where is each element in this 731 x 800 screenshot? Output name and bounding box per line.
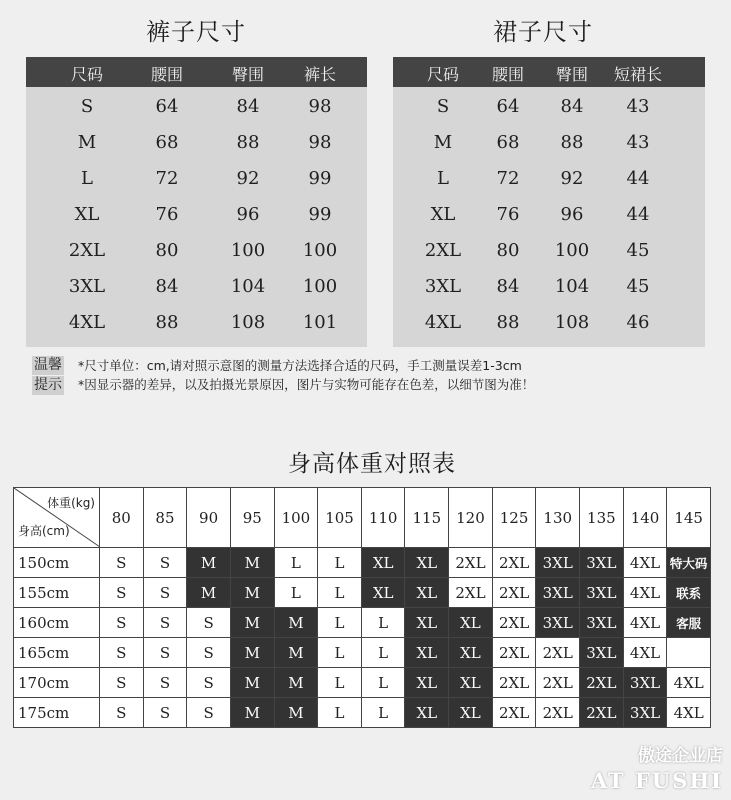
size-cell: 92 bbox=[560, 168, 584, 189]
weight-header-cell: 130 bbox=[536, 488, 580, 548]
height-label-cell: 165cm bbox=[14, 638, 100, 668]
header-cell: 尺码 bbox=[70, 65, 104, 84]
size-recommendation-cell: M bbox=[274, 638, 318, 668]
size-recommendation-cell: 2XL bbox=[536, 698, 580, 728]
header-cell: 裤长 bbox=[303, 65, 337, 84]
size-recommendation-cell: M bbox=[230, 698, 274, 728]
size-recommendation-cell: M bbox=[274, 608, 318, 638]
size-recommendation-cell: 2XL bbox=[492, 608, 536, 638]
size-cell: 99 bbox=[308, 168, 332, 189]
size-cell: 2XL bbox=[424, 240, 462, 261]
size-recommendation-cell: 2XL bbox=[492, 698, 536, 728]
weight-header-cell: 85 bbox=[143, 488, 187, 548]
size-recommendation-cell: 3XL bbox=[580, 638, 624, 668]
size-recommendation-cell: M bbox=[274, 668, 318, 698]
size-recommendation-cell: M bbox=[230, 638, 274, 668]
size-cell: 45 bbox=[626, 240, 650, 261]
size-cell: 104 bbox=[230, 276, 266, 297]
size-recommendation-cell: M bbox=[230, 578, 274, 608]
empty-cell bbox=[667, 638, 711, 668]
size-recommendation-cell: S bbox=[143, 638, 187, 668]
size-cell: 3XL bbox=[68, 276, 106, 297]
size-recommendation-cell: L bbox=[318, 608, 362, 638]
weight-header-cell: 110 bbox=[361, 488, 405, 548]
size-recommendation-cell: 4XL bbox=[623, 638, 667, 668]
height-row bbox=[14, 548, 711, 578]
weight-header-cell: 100 bbox=[274, 488, 318, 548]
tip-line-color: *因显示器的差异，以及拍摄光景原因，图片与实物可能存在色差，以细节图为准！ bbox=[78, 377, 535, 392]
corner-cell bbox=[14, 488, 100, 548]
size-recommendation-cell: S bbox=[143, 548, 187, 578]
size-recommendation-cell: L bbox=[318, 548, 362, 578]
weight-header-cell: 140 bbox=[623, 488, 667, 548]
header-cell: 尺码 bbox=[426, 65, 460, 84]
size-cell: M bbox=[77, 132, 97, 153]
size-recommendation-cell: 4XL bbox=[623, 578, 667, 608]
size-recommendation-cell: S bbox=[100, 638, 144, 668]
size-recommendation-cell: S bbox=[100, 608, 144, 638]
size-recommendation-cell: L bbox=[318, 698, 362, 728]
size-row bbox=[393, 162, 705, 198]
size-cell: M bbox=[433, 132, 453, 153]
size-row bbox=[26, 90, 367, 126]
pants-size-title: 裤子尺寸 bbox=[146, 18, 246, 46]
size-recommendation-cell: L bbox=[274, 578, 318, 608]
size-cell: 88 bbox=[560, 132, 584, 153]
size-recommendation-cell: M bbox=[274, 698, 318, 728]
size-cell: 98 bbox=[308, 96, 332, 117]
contact-service-note: 特大码 bbox=[667, 548, 711, 578]
weight-header-cell: 95 bbox=[230, 488, 274, 548]
size-recommendation-cell: 2XL bbox=[449, 548, 493, 578]
size-cell: 80 bbox=[496, 240, 520, 261]
size-recommendation-cell: S bbox=[187, 638, 231, 668]
tip-line-unit: *尺寸单位：cm,请对照示意图的测量方法选择合适的尺码，手工测量误差1-3cm bbox=[78, 358, 522, 373]
size-recommendation-cell: 3XL bbox=[623, 698, 667, 728]
size-recommendation-cell: XL bbox=[449, 698, 493, 728]
size-row bbox=[393, 90, 705, 126]
header-cell: 腰围 bbox=[491, 65, 525, 84]
size-cell: 101 bbox=[302, 312, 338, 333]
size-cell: 80 bbox=[155, 240, 179, 261]
size-cell: 104 bbox=[554, 276, 590, 297]
size-recommendation-cell: 2XL bbox=[449, 578, 493, 608]
size-cell: 96 bbox=[236, 204, 260, 225]
pants-size-table bbox=[26, 57, 367, 347]
size-recommendation-cell: S bbox=[100, 578, 144, 608]
size-row bbox=[393, 198, 705, 234]
size-cell: 100 bbox=[302, 240, 338, 261]
size-row bbox=[393, 306, 705, 342]
size-cell: 46 bbox=[626, 312, 650, 333]
size-cell: 4XL bbox=[68, 312, 106, 333]
height-label-cell: 155cm bbox=[14, 578, 100, 608]
size-cell: 96 bbox=[560, 204, 584, 225]
skirt-size-title: 裙子尺寸 bbox=[493, 18, 593, 46]
size-cell: L bbox=[81, 168, 93, 189]
weight-header-cell: 115 bbox=[405, 488, 449, 548]
size-recommendation-cell: S bbox=[143, 698, 187, 728]
size-cell: 43 bbox=[626, 96, 650, 117]
size-recommendation-cell: 4XL bbox=[667, 668, 711, 698]
size-cell: 64 bbox=[496, 96, 520, 117]
size-cell: 64 bbox=[155, 96, 179, 117]
size-recommendation-cell: XL bbox=[449, 668, 493, 698]
size-recommendation-cell: XL bbox=[405, 608, 449, 638]
weight-header-cell: 105 bbox=[318, 488, 362, 548]
height-weight-table bbox=[13, 487, 711, 728]
size-row bbox=[26, 162, 367, 198]
height-row bbox=[14, 638, 711, 668]
size-recommendation-cell: XL bbox=[449, 608, 493, 638]
skirt-table-header bbox=[393, 57, 705, 87]
size-recommendation-cell: S bbox=[100, 698, 144, 728]
size-cell: 84 bbox=[155, 276, 179, 297]
size-recommendation-cell: XL bbox=[361, 548, 405, 578]
size-cell: S bbox=[80, 96, 94, 117]
size-recommendation-cell: XL bbox=[405, 578, 449, 608]
size-row bbox=[393, 270, 705, 306]
size-recommendation-cell: 2XL bbox=[492, 668, 536, 698]
size-cell: 88 bbox=[496, 312, 520, 333]
size-recommendation-cell: S bbox=[187, 608, 231, 638]
size-cell: XL bbox=[74, 204, 100, 225]
size-cell: L bbox=[437, 168, 449, 189]
size-cell: 45 bbox=[626, 276, 650, 297]
weight-header-row bbox=[14, 488, 711, 548]
size-cell: 72 bbox=[155, 168, 179, 189]
size-cell: 2XL bbox=[68, 240, 106, 261]
size-recommendation-cell: 3XL bbox=[580, 578, 624, 608]
size-row bbox=[393, 234, 705, 270]
size-cell: 108 bbox=[554, 312, 590, 333]
size-cell: 72 bbox=[496, 168, 520, 189]
size-recommendation-cell: 3XL bbox=[536, 548, 580, 578]
tip-label-warm: 温馨 bbox=[34, 357, 62, 373]
size-recommendation-cell: L bbox=[318, 578, 362, 608]
size-recommendation-cell: M bbox=[187, 548, 231, 578]
height-axis-label: 身高(cm) bbox=[18, 524, 70, 538]
header-cell: 腰围 bbox=[150, 65, 184, 84]
size-row bbox=[26, 126, 367, 162]
size-recommendation-cell: XL bbox=[405, 698, 449, 728]
height-label-cell: 170cm bbox=[14, 668, 100, 698]
size-row bbox=[26, 306, 367, 342]
size-recommendation-cell: L bbox=[361, 608, 405, 638]
weight-axis-label: 体重(kg) bbox=[47, 496, 95, 510]
height-weight-chart-title: 身高体重对照表 bbox=[288, 451, 456, 477]
size-recommendation-cell: M bbox=[230, 668, 274, 698]
size-recommendation-cell: M bbox=[230, 548, 274, 578]
size-cell: S bbox=[436, 96, 450, 117]
size-cell: 76 bbox=[155, 204, 179, 225]
pants-table-header bbox=[26, 57, 367, 87]
size-cell: 100 bbox=[302, 276, 338, 297]
size-recommendation-cell: 2XL bbox=[492, 638, 536, 668]
size-recommendation-cell: M bbox=[187, 578, 231, 608]
height-row bbox=[14, 608, 711, 638]
size-recommendation-cell: XL bbox=[449, 638, 493, 668]
size-recommendation-cell: XL bbox=[405, 668, 449, 698]
size-recommendation-cell: 2XL bbox=[536, 668, 580, 698]
size-recommendation-cell: XL bbox=[405, 548, 449, 578]
size-cell: 98 bbox=[308, 132, 332, 153]
size-recommendation-cell: S bbox=[143, 608, 187, 638]
height-label-cell: 175cm bbox=[14, 698, 100, 728]
size-cell: 88 bbox=[236, 132, 260, 153]
size-cell: 84 bbox=[496, 276, 520, 297]
size-cell: 76 bbox=[496, 204, 520, 225]
contact-service-note: 联系 bbox=[667, 578, 711, 608]
size-cell: XL bbox=[430, 204, 456, 225]
size-cell: 92 bbox=[236, 168, 260, 189]
weight-header-cell: 125 bbox=[492, 488, 536, 548]
size-cell: 84 bbox=[560, 96, 584, 117]
size-recommendation-cell: L bbox=[318, 668, 362, 698]
size-recommendation-cell: 3XL bbox=[580, 548, 624, 578]
size-recommendation-cell: S bbox=[187, 698, 231, 728]
size-cell: 108 bbox=[230, 312, 266, 333]
size-recommendation-cell: 3XL bbox=[580, 608, 624, 638]
size-cell: 68 bbox=[155, 132, 179, 153]
size-recommendation-cell: L bbox=[361, 638, 405, 668]
size-recommendation-cell: S bbox=[100, 548, 144, 578]
size-recommendation-cell: 4XL bbox=[623, 608, 667, 638]
size-recommendation-cell: 2XL bbox=[580, 698, 624, 728]
size-recommendation-cell: 4XL bbox=[667, 698, 711, 728]
watermark-shop-name: 傲途企业店 bbox=[638, 746, 723, 766]
size-recommendation-cell: 3XL bbox=[623, 668, 667, 698]
watermark-brand: AT FUSHI bbox=[590, 768, 723, 793]
size-row bbox=[26, 270, 367, 306]
size-recommendation-cell: L bbox=[361, 698, 405, 728]
size-recommendation-cell: 4XL bbox=[623, 548, 667, 578]
header-cell: 短裙长 bbox=[613, 65, 663, 84]
size-recommendation-cell: S bbox=[187, 668, 231, 698]
size-recommendation-cell: S bbox=[100, 668, 144, 698]
height-row bbox=[14, 668, 711, 698]
weight-header-cell: 90 bbox=[187, 488, 231, 548]
size-recommendation-cell: XL bbox=[405, 638, 449, 668]
size-recommendation-cell: 2XL bbox=[492, 578, 536, 608]
skirt-size-table bbox=[393, 57, 705, 347]
size-recommendation-cell: M bbox=[230, 608, 274, 638]
size-recommendation-cell: 3XL bbox=[536, 578, 580, 608]
size-recommendation-cell: L bbox=[318, 638, 362, 668]
size-cell: 3XL bbox=[424, 276, 462, 297]
size-row bbox=[393, 126, 705, 162]
size-cell: 99 bbox=[308, 204, 332, 225]
size-cell: 84 bbox=[236, 96, 260, 117]
size-recommendation-cell: S bbox=[143, 578, 187, 608]
size-cell: 100 bbox=[554, 240, 590, 261]
size-row bbox=[26, 234, 367, 270]
header-cell: 臀围 bbox=[555, 65, 589, 84]
size-recommendation-cell: 3XL bbox=[536, 608, 580, 638]
tip-label-hint: 提示 bbox=[34, 377, 62, 393]
size-cell: 68 bbox=[496, 132, 520, 153]
size-recommendation-cell: 2XL bbox=[536, 638, 580, 668]
weight-header-cell: 120 bbox=[449, 488, 493, 548]
size-cell: 44 bbox=[626, 168, 650, 189]
size-row bbox=[26, 198, 367, 234]
size-recommendation-cell: L bbox=[361, 668, 405, 698]
weight-header-cell: 135 bbox=[580, 488, 624, 548]
size-cell: 4XL bbox=[424, 312, 462, 333]
size-recommendation-cell: L bbox=[274, 548, 318, 578]
weight-header-cell: 145 bbox=[667, 488, 711, 548]
size-cell: 88 bbox=[155, 312, 179, 333]
height-row bbox=[14, 698, 711, 728]
size-recommendation-cell: 2XL bbox=[580, 668, 624, 698]
size-cell: 43 bbox=[626, 132, 650, 153]
height-label-cell: 160cm bbox=[14, 608, 100, 638]
size-recommendation-cell: 2XL bbox=[492, 548, 536, 578]
header-cell: 臀围 bbox=[231, 65, 265, 84]
weight-header-cell: 80 bbox=[100, 488, 144, 548]
size-cell: 100 bbox=[230, 240, 266, 261]
height-label-cell: 150cm bbox=[14, 548, 100, 578]
contact-service-note: 客服 bbox=[667, 608, 711, 638]
height-row bbox=[14, 578, 711, 608]
size-cell: 44 bbox=[626, 204, 650, 225]
size-recommendation-cell: S bbox=[143, 668, 187, 698]
size-recommendation-cell: XL bbox=[361, 578, 405, 608]
